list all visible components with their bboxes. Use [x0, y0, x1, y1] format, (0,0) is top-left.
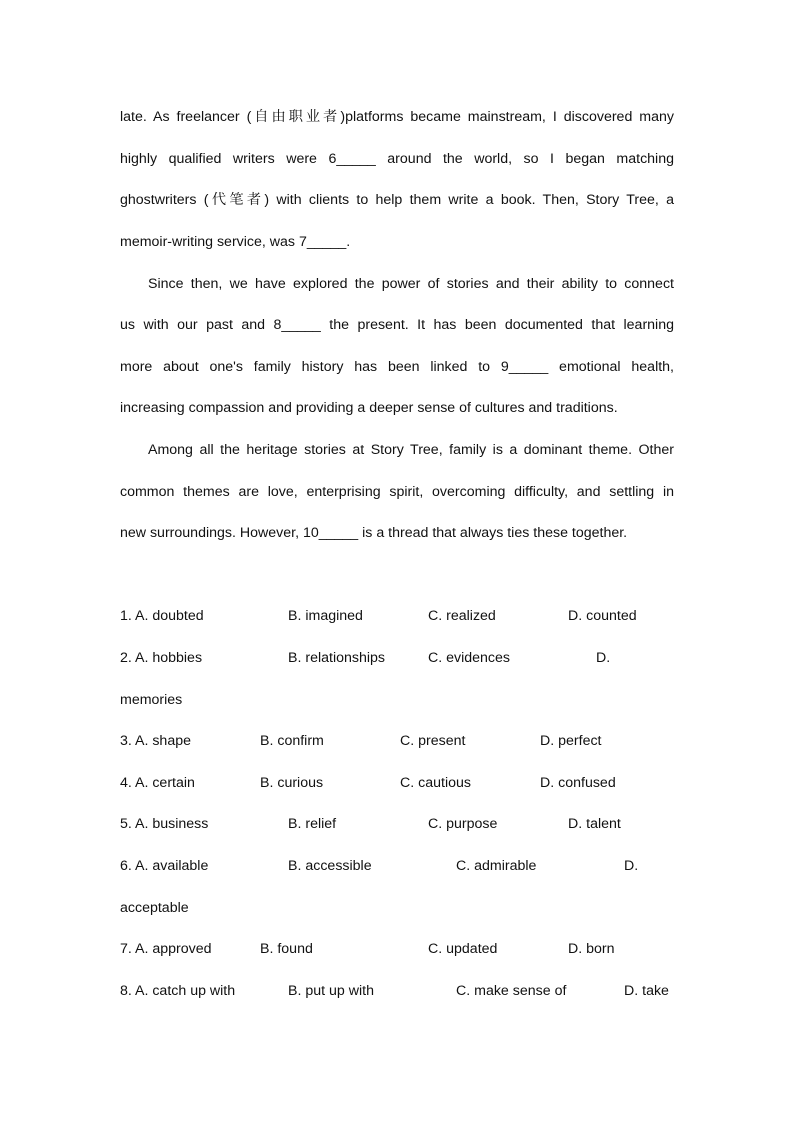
- passage-line: Among all the heritage stories at Story Tree, family is a dominant theme. Other: [148, 442, 674, 458]
- passage-line: more about one's family history has been linked to 9_____ emotional health,: [120, 359, 674, 375]
- question-3-option-b: B. confirm: [260, 733, 324, 749]
- passage-line: Since then, we have explored the power of stories and their ability to connect: [148, 276, 674, 292]
- question-3-option-c: C. present: [400, 733, 466, 749]
- question-1-option-d: D. counted: [568, 608, 637, 624]
- question-5-option-a: 5. A. business: [120, 816, 209, 832]
- question-5-option-b: B. relief: [288, 816, 337, 832]
- question-3-option-d: D. perfect: [540, 733, 602, 749]
- question-7-option-c: C. updated: [428, 941, 498, 957]
- question-1-option-c: C. realized: [428, 608, 496, 624]
- question-1-option-b: B. imagined: [288, 608, 363, 624]
- question-4-option-a: 4. A. certain: [120, 775, 195, 791]
- question-8-option-d: D. take: [624, 983, 669, 999]
- question-7-option-d: D. born: [568, 941, 615, 957]
- question-6-option-a: 6. A. available: [120, 858, 209, 874]
- question-2-option-a: 2. A. hobbies: [120, 650, 203, 666]
- passage-line: late. As freelancer (自由职业者)platforms became mainstream, I discovered many: [120, 109, 674, 125]
- question-5-option-c: C. purpose: [428, 816, 498, 832]
- passage-line: memoir-writing service, was 7_____.: [120, 234, 351, 250]
- passage-line: common themes are love, enterprising spirit, overcoming difficulty, and settling in: [120, 484, 674, 500]
- question-6-option-b: B. accessible: [288, 858, 372, 874]
- question-8-option-a: 8. A. catch up with: [120, 983, 236, 999]
- question-8-option-c: C. make sense of: [456, 983, 567, 999]
- question-5-option-d: D. talent: [568, 816, 621, 832]
- passage-line: new surroundings. However, 10_____ is a thread that always ties these together.: [120, 525, 628, 541]
- passage-line: ghostwriters (代笔者) with clients to help them write a book. Then, Story Tree, a: [120, 192, 674, 208]
- question-7-option-a: 7. A. approved: [120, 941, 212, 957]
- question-8-option-b: B. put up with: [288, 983, 374, 999]
- passage-line: increasing compassion and providing a deeper sense of cultures and traditions.: [120, 400, 618, 416]
- question-4-option-c: C. cautious: [400, 775, 471, 791]
- question-6-option-d-wrap: acceptable: [120, 900, 189, 916]
- question-2-option-c: C. evidences: [428, 650, 511, 666]
- passage-line: us with our past and 8_____ the present. It has been documented that learning: [120, 317, 674, 333]
- question-2-option-d: D.: [596, 650, 611, 666]
- question-1-option-a: 1. A. doubted: [120, 608, 204, 624]
- question-4-option-b: B. curious: [260, 775, 324, 791]
- question-4-option-d: D. confused: [540, 775, 616, 791]
- question-2-option-d-wrap: memories: [120, 692, 183, 708]
- question-2-option-b: B. relationships: [288, 650, 385, 666]
- question-7-option-b: B. found: [260, 941, 313, 957]
- question-3-option-a: 3. A. shape: [120, 733, 191, 749]
- question-6-option-d: D.: [624, 858, 639, 874]
- passage-line: highly qualified writers were 6_____ around the world, so I began matching: [120, 151, 674, 167]
- question-6-option-c: C. admirable: [456, 858, 537, 874]
